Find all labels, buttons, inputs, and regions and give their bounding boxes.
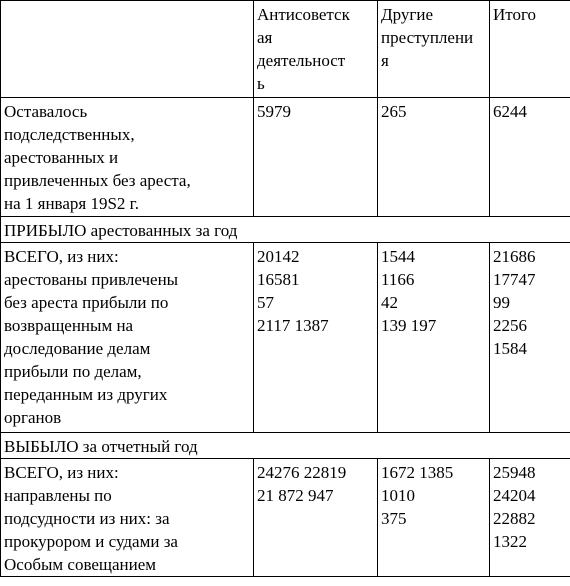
header-empty-cell bbox=[1, 1, 254, 98]
section-heading: ПРИБЫЛО арестованных за год bbox=[1, 217, 570, 243]
cell-total: 21686 17747 99 2256 1584 bbox=[490, 243, 570, 433]
row-label: ВСЕГО, из них: арестованы привлечены без ареста прибыли по возвращенным на доследование делам прибыли по делам, переданным из других органов bbox=[1, 243, 254, 433]
header-row bbox=[1, 1, 570, 98]
cell-other-crimes: 265 bbox=[378, 98, 490, 217]
table-row-arrived bbox=[1, 243, 570, 433]
header-total: Итого bbox=[490, 1, 570, 98]
cell-anti-soviet: 20142 16581 57 2117 1387 bbox=[254, 243, 378, 433]
section-row-departed bbox=[1, 433, 570, 459]
row-label: ВСЕГО, из них: направлены по подсудности из них: за прокурором и судами за Особым совещанием bbox=[1, 459, 254, 577]
row-label: Оставалось подследственных, арестованных и привлеченных без ареста, на 1 января 19S2 г. bbox=[1, 98, 254, 217]
cell-total: 6244 bbox=[490, 98, 570, 217]
table-row-remaining bbox=[1, 98, 570, 217]
cell-anti-soviet: 24276 22819 21 872 947 bbox=[254, 459, 378, 577]
cell-total: 25948 24204 22882 1322 bbox=[490, 459, 570, 577]
cell-anti-soviet: 5979 bbox=[254, 98, 378, 217]
header-anti-soviet: Антисоветск ая деятельност ь bbox=[254, 1, 378, 98]
cell-other-crimes: 1544 1166 42 139 197 bbox=[378, 243, 490, 433]
table-row-departed bbox=[1, 459, 570, 577]
cell-other-crimes: 1672 1385 1010 375 bbox=[378, 459, 490, 577]
section-row-arrived bbox=[1, 217, 570, 243]
section-heading: ВЫБЫЛО за отчетный год bbox=[1, 433, 570, 459]
header-other-crimes: Другие преступлени я bbox=[378, 1, 490, 98]
